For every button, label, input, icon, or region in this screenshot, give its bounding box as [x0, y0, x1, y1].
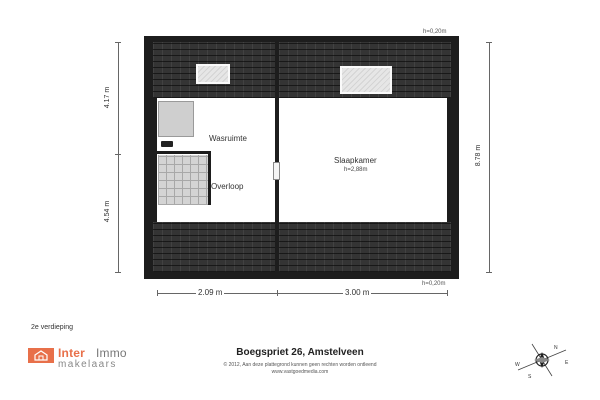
tap-icon — [161, 141, 173, 147]
roof-area-bottom-right — [279, 222, 451, 272]
room-label-overloop: Overloop — [211, 182, 244, 191]
compass-label: N — [554, 345, 558, 351]
room-label-slaapkamer: Slaapkamer — [334, 156, 377, 165]
staircase — [158, 155, 208, 205]
knee-wall-right — [447, 98, 451, 222]
compass-label: E — [565, 360, 569, 366]
door — [273, 162, 280, 180]
room-label-wasruimte: Wasruimte — [209, 134, 247, 143]
dimension-tick — [115, 272, 121, 273]
washing-machine-icon — [158, 101, 194, 137]
house-icon — [34, 350, 48, 361]
dimension-tick — [447, 290, 448, 296]
floor-label: 2e verdieping — [31, 324, 74, 331]
brand-name-inter: Inter — [58, 346, 86, 360]
height-label-bottom: h=0,20m — [422, 281, 446, 287]
dimension-line-right — [489, 42, 490, 272]
dimension-left-upper: 4.17 m — [104, 86, 112, 109]
copyright-notice: © 2012, Aan deze plattegrond kunnen geen rechten worden ontleend — [223, 362, 377, 368]
brand-name-immo: Immo — [96, 346, 127, 360]
dimension-bottom-right: 3.00 m — [345, 288, 370, 297]
skylight-right — [340, 66, 392, 94]
compass-label: W — [515, 362, 520, 368]
dimension-tick — [115, 42, 121, 43]
room-height-slaapkamer: h=2,88m — [344, 167, 368, 173]
knee-wall-left — [153, 98, 157, 222]
dimension-tick — [115, 154, 121, 155]
compass-label: S — [528, 374, 532, 380]
stair-wall-top — [157, 151, 210, 154]
brand-name-makelaars: makelaars — [58, 359, 117, 370]
dimension-left-lower: 4.54 m — [104, 200, 112, 223]
dimension-bottom-left: 2.09 m — [198, 288, 223, 297]
height-label-top: h=0,20m — [423, 29, 447, 35]
website-text: www.vastgoedmedia.com — [271, 369, 329, 375]
dimension-tick — [486, 272, 492, 273]
stair-wall-side — [208, 151, 211, 205]
dimension-tick — [277, 290, 278, 296]
dimension-tick — [486, 42, 492, 43]
dimension-tick — [157, 290, 158, 296]
partition-wall — [275, 42, 279, 272]
compass-rose-icon — [514, 340, 570, 380]
skylight-left — [196, 64, 230, 84]
dimension-right-total: 8.78 m — [475, 144, 483, 167]
roof-area-bottom-left — [153, 222, 275, 272]
dimension-line-left — [118, 42, 119, 272]
address-title: Boegspriet 26, Amstelveen — [236, 347, 364, 358]
